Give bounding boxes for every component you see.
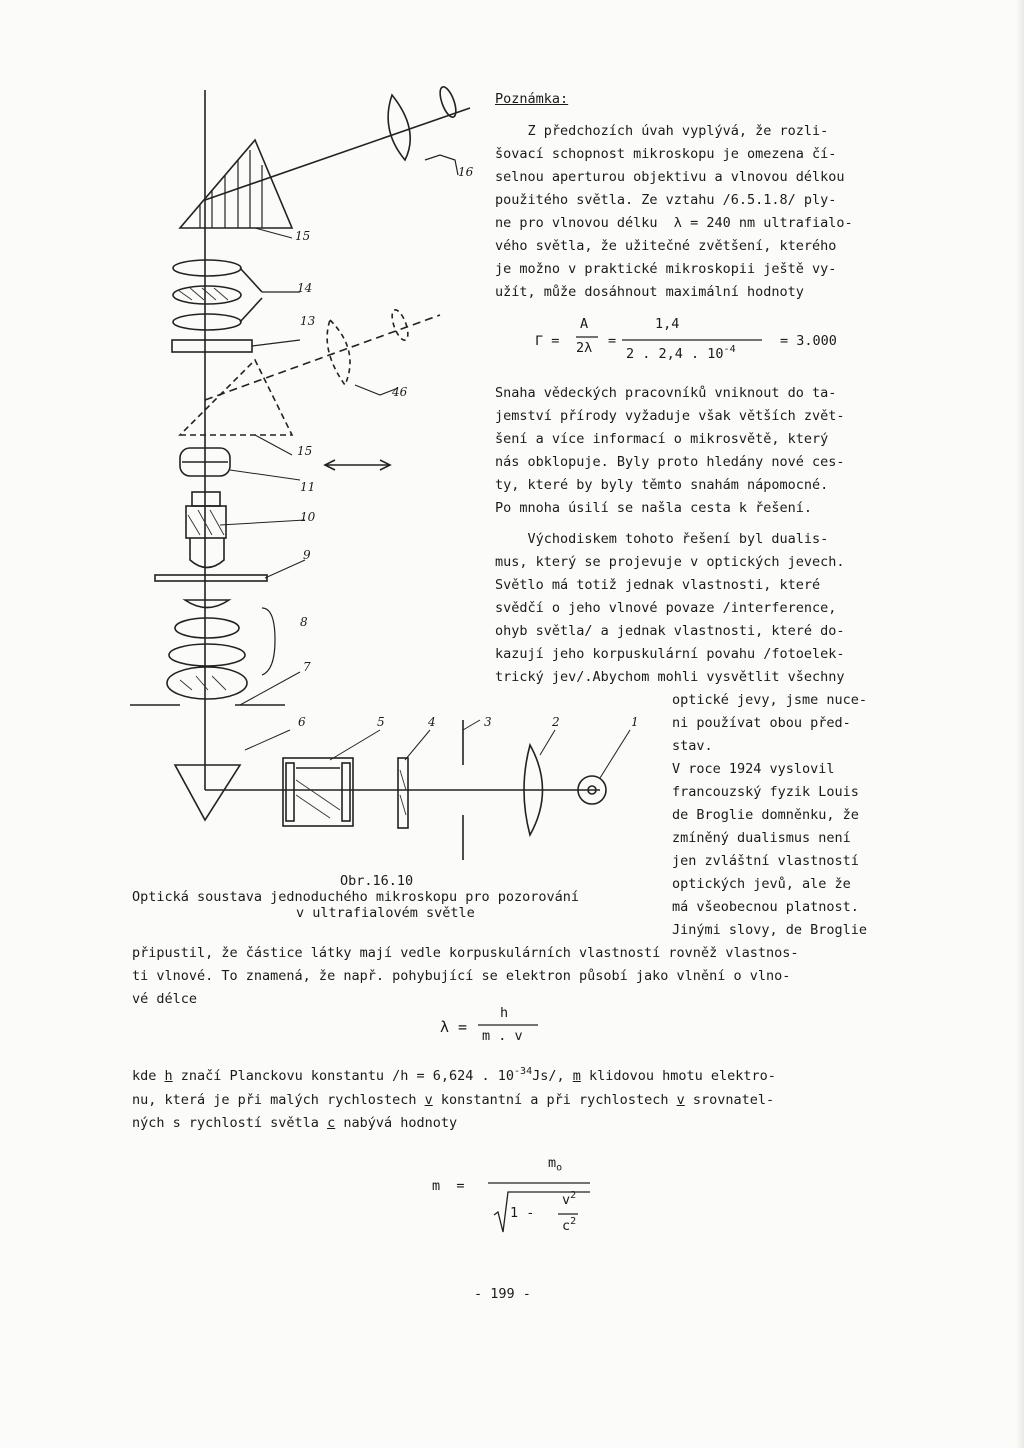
text-line: Po mnoha úsilí se našla cesta k řešení. [495, 500, 812, 516]
text-line: nás obklopuje. Byly proto hledány nové ces- [495, 454, 845, 470]
text-line: má všeobecnou platnost. [672, 899, 859, 915]
text-line: jen zvláštní vlastností [672, 853, 859, 869]
page-edge-shadow [1016, 0, 1024, 1448]
text-line: vého světla, že užitečné zvětšení, kterého [495, 238, 837, 254]
text-line: ti vlnové. To znamená, že např. pohybující se elektron působí jako vlnění o vlno- [132, 968, 791, 984]
figure-label: 6 [298, 715, 306, 729]
text-line: de Broglie domněnku, že [672, 807, 859, 823]
figure-label: 4 [428, 715, 436, 729]
text-line: stav. [672, 738, 713, 754]
figure-label: 11 [300, 480, 316, 494]
page-number: - 199 - [474, 1286, 531, 1302]
text-line: Jinými slovy, de Broglie [672, 922, 868, 938]
figure-label: 2 [552, 715, 560, 729]
text-line: vé délce [132, 991, 198, 1007]
figure-caption-line-2: v ultrafialovém světle [296, 905, 475, 921]
text-line: použitého světla. Ze vztahu /6.5.1.8/ ply- [495, 192, 837, 208]
text-line: optické jevy, jsme nuce- [672, 692, 868, 708]
text-line: jemství přírody vyžaduje však větších zvět- [495, 408, 845, 424]
text-line: Z předchozích úvah vyplývá, že rozli- [495, 123, 829, 139]
figure-label: 10 [300, 510, 316, 524]
text-line: šení a více informací o mikrosvětě, který [495, 431, 829, 447]
figure-label: 1 [631, 715, 639, 729]
text-line: Světlo má totiž jednak vlastnosti, které [495, 577, 821, 593]
figure-label: 15 [295, 229, 311, 243]
text-line: Snaha vědeckých pracovníků vniknout do ta- [495, 385, 837, 401]
text-line: svědčí o jeho vlnové povaze /interference, [495, 600, 837, 616]
figure-label: 13 [300, 314, 316, 328]
text-line: selnou aperturou objektivu a vlnovou délkou [495, 169, 845, 185]
paragraph-5: kde h značí Planckovu konstantu /h = 6,624 . $10^{-34}Js/$, m klidovou hmotu elektro- nu, která je při malých rychlostech v konstantní a při rychlostech v srovnatel- ných s rychlostí světla c nabývá hodnoty [132, 1066, 776, 1131]
text-line: ne pro vlnovou délku λ = 240 nm ultrafialo- [495, 215, 853, 231]
text-line: V roce 1924 vyslovil [672, 761, 835, 777]
text-line: je možno v praktické mikroskopii ještě vy- [495, 261, 837, 277]
figure-label: 8 [300, 615, 308, 629]
note-heading: Poznámka: [495, 91, 569, 107]
figure-label: 9 [303, 548, 311, 562]
figure-label: 16 [458, 165, 474, 179]
text-line: mus, který se projevuje v optických jevech. [495, 554, 845, 570]
figure-label: 5 [377, 715, 385, 729]
text-line: ty, které by byly těmto snahám nápomocné. [495, 477, 829, 493]
figure-number: Obr.16.10 [340, 873, 414, 889]
document-page: Poznámka: Z předchozích úvah vyplývá, že rozli- šovací schopnost mikroskopu je omezena čí- selnou aperturou objektivu a vlnovou délkou použitého světla. Ze vztahu /6.5.1.8/ ply- ne pro vlnovou délku λ = 240 nm ultrafialo- vého světla, že užitečné zvětšení, kterého je možno v praktické mikroskopii ještě vy- užít, může dosáhnout maximální hodnoty Γ = A 2λ = 1,4 2 . 2,4 . $10^{-4}$ = 3.000 Snaha vědeckých pracovníků vniknout do ta- jemství přírody vyžaduje však větších zvět- šení a více informací o mikrosvětě, který nás obklopuje. Byly proto hledány nové ces- ty, které by byly těmto snahám nápomocné. Po mnoha úsilí se našla cesta k řešení. Východiskem tohoto řešení byl dualis- mus, který se projevuje v optických jevech. Světlo má totiž jednak vlastnosti, které svědčí o jeho vlnové povaze /interference, ohyb světla/ a jednak vlastnosti, které do- kazují jeho korpuskulární povahu /fotoelek- trický jev/.Abychom mohli vysvětlit všechny optické jevy, jsme nuce- ni používat obou před- stav. V roce 1924 vyslovil francouzský fyzik Louis de Broglie domněnku, že zmíněný dualismus není jen zvláštní vlastností optických jevů, ale že má všeobecnou platnost. Jinými slovy, de Broglie 1 2 3 4 5 6 7 8 9 10 11 15 46 13 14 15 16 Obr.16.10 Optická soustava jednoduchého mikroskopu pro pozorování v ultrafialovém světle připustil, že částice látky mají vedle korpuskulárních vlastností rovněž vlastnos- ti vlnové. To znamená, že např. pohybující se elektron působí jako vlnění o vlno- vé délce λ = h m . v kde h značí Planckovu konstantu /h = 6,624 . $10^{-34}Js/$, m klidovou hmotu elektro- nu, která je při malých rychlostech v konstantní a při rychlostech v srovnatel- ných s rychlostí světla c nabývá hodnoty m = $m_o$ 1 - $v^2$ $c^2$ - 199 - [0, 0, 1024, 1448]
figure-label: 46 [392, 385, 408, 399]
text-line: kazují jeho korpuskulární povahu /fotoelek- [495, 646, 845, 662]
text-line: zmíněný dualismus není [672, 830, 851, 846]
text-line: užít, může dosáhnout maximální hodnoty [495, 284, 804, 300]
text-line: optických jevů, ale že [672, 876, 851, 892]
figure-label: 14 [297, 281, 313, 295]
text-line: ni používat obou před- [672, 715, 851, 731]
text-line: ohyb světla/ a jednak vlastnosti, které do- [495, 623, 845, 639]
figure-label: 3 [484, 715, 492, 729]
text-line: francouzský fyzik Louis [672, 784, 859, 800]
text-line: připustil, že částice látky mají vedle korpuskulárních vlastností rovněž vlastnos- [132, 945, 799, 961]
text-line: šovací schopnost mikroskopu je omezena čí- [495, 146, 837, 162]
figure-caption-line-1: Optická soustava jednoduchého mikroskopu pro pozorování [132, 889, 580, 905]
text-line: trický jev/.Abychom mohli vysvětlit všechny [495, 669, 845, 685]
figure-label: 7 [303, 660, 311, 674]
figure-label: 15 [297, 444, 313, 458]
text-line: Východiskem tohoto řešení byl dualis- [495, 531, 829, 547]
